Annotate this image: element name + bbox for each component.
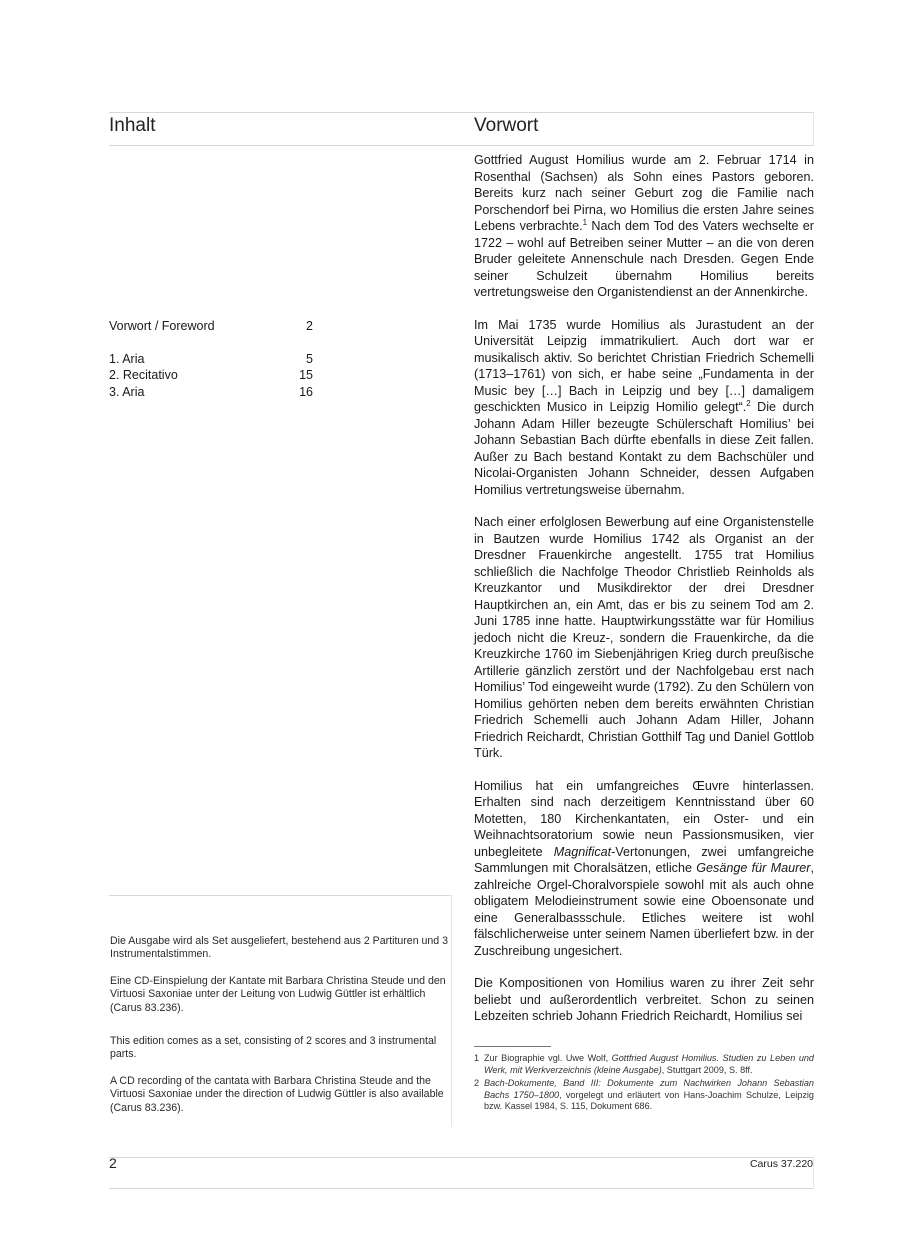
footnote-ref-2[interactable]: 2 <box>746 398 751 408</box>
note-cd-de: Eine CD-Einspielung der Kantate mit Barbara Christina Steude und den Virtuosi Saxoniae unter der Leitung von Ludwig Güttler ist erhältlich (Carus 83.236). <box>110 974 446 1014</box>
toc-entry-title: 1. Aria <box>109 352 145 366</box>
toc-entry-page: 16 <box>299 385 313 399</box>
toc-entry-page: 5 <box>306 352 313 366</box>
toc-entry-page: 2 <box>306 319 313 333</box>
footnote-1: 1 Zur Biographie vgl. Uwe Wolf, Gottfried August Homilius. Studien zu Leben und Werk, mit Werkverzeichnis (kleine Ausgabe), Stuttgart 2009, S. 8ff. <box>474 1053 814 1075</box>
toc-entry-title: 3. Aria <box>109 385 145 399</box>
toc-entry-page: 15 <box>299 368 313 382</box>
edition-notes <box>110 935 451 1128</box>
page-number: 2 <box>109 1155 117 1171</box>
note-cd-en: A CD recording of the cantata with Barbara Christina Steude and the Virtuosi Saxoniae under the direction of Ludwig Güttler is also available (Carus 83.236). <box>110 1074 444 1114</box>
catalog-number: Carus 37.220 <box>749 1158 813 1170</box>
toc-entry-recitativo[interactable] <box>109 367 313 384</box>
paragraph-2: Im Mai 1735 wurde Homilius als Jurastudent an der Universität Leipzig immatrikuliert. Auch dort war er musikalisch aktiv. So berichtet Christian Friedrich Schemelli (1713–1761) von sich, er habe seine „Fundamenta in der Music bey […] Bach in Leipzig und bey […] damaligem geschickten Musico in Leipzig Homilio gelegt“.$^2$ Die durch Johann Adam Hiller bezeugte Schülerschaft Homilius’ bei Johann Sebastian Bach dürfte ebenfalls in diese Zeit fallen. Außer zu Bach bestand Kontakt zu dem Bachschüler und Nicolai-Organisten Johann Schneider, dessen Aufgaben Homilius vertretungsweise übernahm. <box>474 317 814 497</box>
note-set-en: This edition comes as a set, consisting of 2 scores and 3 instrumental parts. <box>110 1035 437 1061</box>
toc-entry-title: Vorwort / Foreword <box>109 319 215 333</box>
paragraph-1: Gottfried August Homilius wurde am 2. Februar 1714 in Rosenthal (Sachsen) als Sohn eines Pastors geboren. Bereits kurz nach seiner Geburt zog die Familie nach Porschendorf bei Pirna, wo Homilius die ersten Jahre seines Lebens verbrachte.$^1$ Nach dem Tod des Vaters wechselte er 1722 – wohl auf Betreiben seiner Mutter – an die von deren Bruder geleitete Annenschule nach Dresden. Gegen Ende seiner Schulzeit übernahm Homilius bereits vertretungsweise den Organistendienst an der Annenkirche. <box>474 153 814 299</box>
footnote-2: 2 Bach-Dokumente, Band III: Dokumente zum Nachwirken Johann Sebastian Bachs 1750–1800, vorgelegt und erläutert von Hans-Joachim Schulze, Leipzig bzw. Kassel 1984, S. 115, Dokument 686. <box>474 1078 814 1112</box>
foreword-heading: Vorwort <box>474 115 539 136</box>
note-set-de: Die Ausgabe wird als Set ausgeliefert, bestehend aus 2 Partituren und 3 Instrumentalstimmen. <box>110 935 449 961</box>
foreword-body <box>474 152 814 1041</box>
toc-entry-aria-3[interactable] <box>109 384 313 401</box>
toc-entry-foreword[interactable] <box>109 318 313 335</box>
paragraph-5: Die Kompositionen von Homilius waren zu ihrer Zeit sehr beliebt und außerordentlich verbreitet. Schon zu seinen Lebzeiten schrieb Johann Friedrich Reichardt, Homilius sei <box>474 976 814 1023</box>
footnote-ref-1[interactable]: 1 <box>582 217 588 227</box>
paragraph-4: Homilius hat ein umfangreiches Œuvre hinterlassen. Erhalten sind nach derzeitigem Kenntnisstand über 60 Motetten, 180 Kirchenkantaten, ein Oster- und ein Weihnachtsoratorium sowie neun Passionsmusiken, vier unbegleitete Magnificat-Vertonungen, zwei umfangreiche Sammlungen mit Choralsätzen, etliche Gesänge für Maurer, zahlreiche Orgel-Choralvorspiele sowohl mit als auch ohne obligatem Melodieinstrument sowie eine Oboensonate und eine Generalbassschule. Etliches weitere ist wohl fälschlicherweise unter seinem Namen überliefert bzw. in der Zuschreibung ungesichert. <box>474 778 815 958</box>
toc-heading: Inhalt <box>109 115 156 136</box>
toc-entry-aria-1[interactable] <box>109 351 313 368</box>
paragraph-3: Nach einer erfolglosen Bewerbung auf eine Organistenstelle in Bautzen wurde Homilius 1742 als Organist an der Dresdner Frauenkirche angestellt. 1755 trat Homilius schließlich die Nachfolge Theodor Christlieb Reinholds als Kreuzkantor und Musikdirektor der drei Dresdner Hauptkirchen an, ein Amt, das er bis zu seinem Tod am 2. Juni 1785 inne hatte. Hauptwirkungsstätte war für Homilius jedoch nicht die Kreuz-, sondern die Frauenkirche, da die Kreuzkirche 1760 im Siebenjährigen Krieg durch preußische Artillerie gänzlich zerstört und der Nachfolgebau erst nach Homilius’ Tod eingeweiht wurde (1792). Zu den Schülern von Homilius gehörten neben dem bereits erwähnten Christian Friedrich Schemelli auch Johann Adam Hiller, Johann Friedrich Reichardt, Christian Gotthilf Tag und Daniel Gottlob Türk. <box>474 515 814 760</box>
footnotes <box>474 1053 814 1113</box>
toc-entry-title: 2. Recitativo <box>109 368 178 382</box>
